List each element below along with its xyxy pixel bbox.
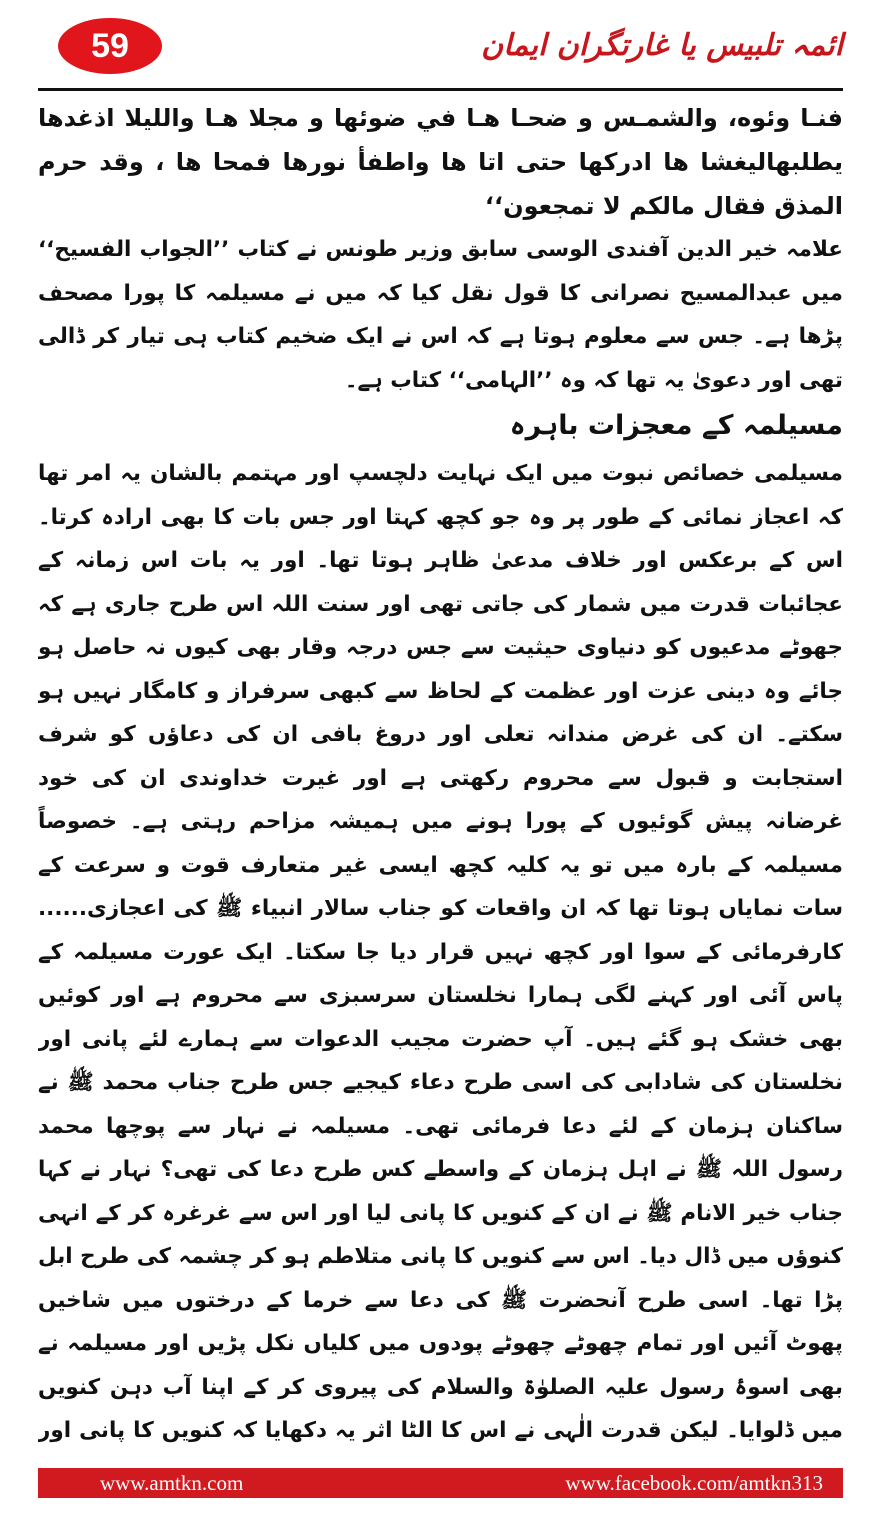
page-content [38, 96, 843, 1448]
intro-paragraph: علامہ خیر الدین آفندی الوسی سابق وزیر طونس نے کتاب ’’الجواب الفسیح‘‘ میں عبدالمسیح نصرانی کا قول نقل کیا کہ میں نے مسیلمہ کا پورا مصحف پڑھا ہے۔ جس سے معلوم ہوتا ہے کہ اس نے ایک ضخیم کتاب ہی تیار کر ڈالی تھی اور دعویٰ یہ تھا کہ وہ ’’الہامی‘‘ کتاب ہے۔ [38, 237, 843, 393]
website-link[interactable]: www.amtkn.com [100, 1471, 244, 1495]
arabic-quote: فنـا وئوه، والشمـس و ضحـا هـا في ضوئها و مجلا هـا والليلا اذغدها يطلبهاليغشا ها ادركها حتى اتا ها واطفأ نورها فمحا ها ، وقد حرم المذق فقال مالكم لا تمجعون‘‘ [38, 104, 843, 220]
main-paragraph: مسیلمی خصائص نبوت میں ایک نہایت دلچسپ اور مہتمم بالشان یہ امر تھا کہ اعجاز نمائی کے طور پر وہ جو کچھ کہتا اور جس بات کا بھی ارادہ کرتا۔ اس کے برعکس اور خلاف مدعیٰ ظاہر ہوتا تھا۔ اور یہ بات اس زمانہ کے عجائبات قدرت میں شمار کی جاتی تھی اور سنت اللہ اس طرح جاری ہے کہ جھوٹے مدعیوں کو دنیاوی حیثیت سے جس درجہ وقار بھی کیوں نہ حاصل ہو جائے وہ دینی عزت اور عظمت کے لحاظ سے کبھی سرفراز و کامگار نہیں ہو سکتے۔ ان کی غرض مندانہ تعلی اور دروغ بافی ان کی دعاؤں کو شرف استجابت و قبول سے محروم رکھتی ہے اور غیرت خداوندی ان کی خود غرضانہ پیش گوئیوں کے پورا ہونے میں ہمیشہ مزاحم رہتی ہے۔ خصوصاً مسیلمہ کے بارہ میں تو یہ کلیہ کچھ ایسی غیر متعارف قوت و سرعت کے سات نمایاں ہوتا تھا کہ ان واقعات کو جناب سالار انبیاء ﷺ کی اعجازی...... کارفرمائی کے سوا اور کچھ نہیں قرار دیا جا سکتا۔ ایک عورت مسیلمہ کے پاس آئی اور کہنے لگی ہمارا نخلستان سرسبزی سے محروم ہے اور کوئیں بھی خشک ہو گئے ہیں۔ آپ حضرت مجیب الدعوات سے ہمارے لئے پانی اور نخلستان کی شادابی کی اسی طرح دعاء کیجیے جس طرح جناب محمد ﷺ نے ساکنان ہزمان کے لئے دعا فرمائی تھی۔ مسیلمہ نے نہار سے پوچھا محمد رسول اللہ ﷺ نے اہل ہزمان کے واسطے کس طرح دعا کی تھی؟ نہار نے کہا جناب خیر الانام ﷺ نے ان کے کنویں کا پانی لیا اور اس سے غرغرہ کر کے انہی کنوؤں میں ڈال دیا۔ اس سے کنویں کا پانی متلاطم ہو کر چشمہ کی طرح ابل پڑا تھا۔ اسی طرح آنحضرت ﷺ کی دعا سے خرما کے درختوں میں شاخیں پھوٹ آئیں اور تمام چھوٹے چھوٹے پودوں میں کلیاں نکل پڑیں اور مسیلمہ نے بھی اسوۂ رسول علیہ الصلوٰۃ والسلام کی پیروی کر کے اپنا آب دہن کنویں میں ڈلوایا۔ لیکن قدرت الٰہی نے اس کا الٹا اثر یہ دکھایا کہ کنویں کا پانی اور [38, 461, 843, 1443]
page-number-badge: 59 [58, 18, 162, 74]
facebook-link[interactable]: www.facebook.com/amtkn313 [565, 1471, 823, 1495]
footer-bar [38, 1468, 843, 1498]
header-divider [38, 88, 843, 91]
section-heading: مسیلمہ کے معجزات باہرہ [509, 410, 843, 441]
book-title: ائمہ تلبیس یا غارتگران ایمان [481, 28, 843, 63]
